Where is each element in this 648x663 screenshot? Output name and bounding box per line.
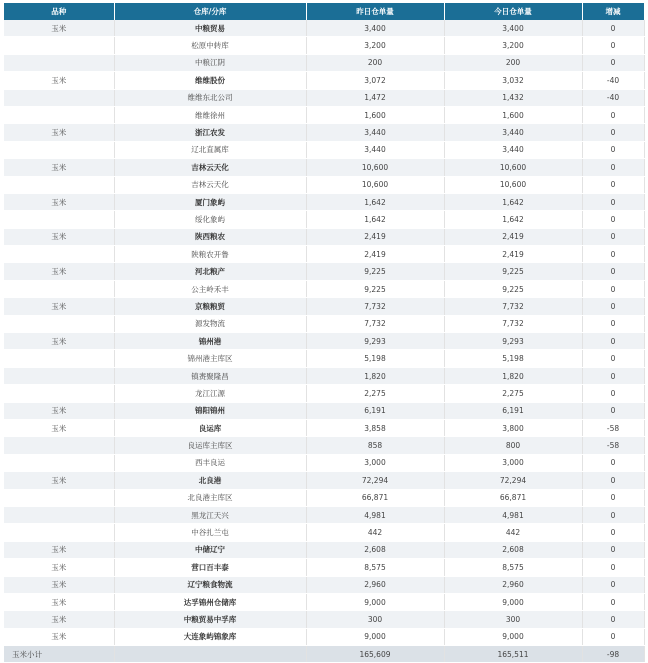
change-cell: 0 (582, 106, 644, 123)
warehouse-cell: 黑龙江天兴 (114, 506, 306, 523)
change-cell: 0 (582, 367, 644, 384)
table-row[interactable] (4, 593, 644, 610)
warehouse-cell: 辽宁粮食物流 (114, 576, 306, 593)
warehouse-cell: 松原中转库 (114, 37, 306, 54)
today-cell: 2,960 (444, 576, 582, 593)
change-cell: 0 (582, 246, 644, 263)
yesterday-cell: 4,981 (306, 506, 444, 523)
variety-cell (4, 54, 114, 71)
table-header-row (4, 3, 644, 20)
table-row[interactable] (4, 454, 644, 471)
variety-cell (4, 454, 114, 471)
today-cell: 3,200 (444, 37, 582, 54)
header-warehouse[interactable]: 仓库/分库 (114, 3, 306, 20)
subtotal-row (4, 646, 644, 663)
variety-cell: 玉米 (4, 472, 114, 489)
change-cell: 0 (582, 593, 644, 610)
today-cell: 72,294 (444, 472, 582, 489)
today-cell: 300 (444, 611, 582, 628)
table-body (4, 20, 644, 663)
yesterday-cell: 3,440 (306, 124, 444, 141)
warehouse-cell: 西丰良运 (114, 454, 306, 471)
today-cell: 3,000 (444, 454, 582, 471)
variety-cell: 玉米 (4, 402, 114, 419)
subtotal-today-cell: 165,511 (444, 646, 582, 663)
yesterday-cell: 72,294 (306, 472, 444, 489)
table-row[interactable] (4, 489, 644, 506)
warehouse-cell: 绥化象屿 (114, 211, 306, 228)
table-row[interactable] (4, 20, 644, 37)
variety-cell: 玉米 (4, 419, 114, 436)
variety-cell (4, 211, 114, 228)
yesterday-cell: 8,575 (306, 559, 444, 576)
change-cell: 0 (582, 193, 644, 210)
today-cell: 442 (444, 524, 582, 541)
yesterday-cell: 442 (306, 524, 444, 541)
yesterday-cell: 2,960 (306, 576, 444, 593)
subtotal-yesterday-cell: 165,609 (306, 646, 444, 663)
today-cell: 9,000 (444, 593, 582, 610)
today-cell: 8,575 (444, 559, 582, 576)
change-cell: 0 (582, 541, 644, 558)
variety-cell: 玉米 (4, 541, 114, 558)
warehouse-cell: 中谷扎兰屯 (114, 524, 306, 541)
table-row[interactable] (4, 72, 644, 89)
change-cell: -40 (582, 72, 644, 89)
yesterday-cell: 1,642 (306, 211, 444, 228)
variety-cell (4, 176, 114, 193)
today-cell: 1,642 (444, 193, 582, 210)
table-row[interactable] (4, 176, 644, 193)
change-cell: 0 (582, 611, 644, 628)
warehouse-cell: 公主岭禾丰 (114, 280, 306, 297)
table-row[interactable] (4, 333, 644, 350)
change-cell: 0 (582, 472, 644, 489)
table-row[interactable] (4, 228, 644, 245)
today-cell: 6,191 (444, 402, 582, 419)
variety-cell: 玉米 (4, 159, 114, 176)
table-row[interactable] (4, 37, 644, 54)
variety-cell (4, 367, 114, 384)
variety-cell: 玉米 (4, 628, 114, 645)
warehouse-receipt-table (4, 3, 645, 663)
subtotal-variety-cell: 玉米小计 (4, 646, 114, 663)
warehouse-cell: 达孚锦州仓储库 (114, 593, 306, 610)
variety-cell: 玉米 (4, 576, 114, 593)
yesterday-cell: 3,072 (306, 72, 444, 89)
warehouse-cell: 镇赉聚隆昌 (114, 367, 306, 384)
yesterday-cell: 2,419 (306, 228, 444, 245)
yesterday-cell: 2,608 (306, 541, 444, 558)
yesterday-cell: 858 (306, 437, 444, 454)
variety-cell: 玉米 (4, 611, 114, 628)
variety-cell (4, 524, 114, 541)
change-cell: 0 (582, 333, 644, 350)
warehouse-cell: 北良港主库区 (114, 489, 306, 506)
change-cell: 0 (582, 315, 644, 332)
change-cell: 0 (582, 37, 644, 54)
change-cell: 0 (582, 280, 644, 297)
today-cell: 4,981 (444, 506, 582, 523)
table-row[interactable] (4, 385, 644, 402)
today-cell: 9,225 (444, 280, 582, 297)
change-cell: 0 (582, 454, 644, 471)
table-row[interactable] (4, 89, 644, 106)
table-row[interactable] (4, 315, 644, 332)
table-row[interactable] (4, 159, 644, 176)
table-row[interactable] (4, 280, 644, 297)
warehouse-cell: 中粮贸易中孚库 (114, 611, 306, 628)
variety-cell: 玉米 (4, 263, 114, 280)
table-row[interactable] (4, 193, 644, 210)
yesterday-cell: 10,600 (306, 159, 444, 176)
variety-cell (4, 489, 114, 506)
yesterday-cell: 5,198 (306, 350, 444, 367)
warehouse-cell: 维维股份 (114, 72, 306, 89)
warehouse-cell: 营口百丰泰 (114, 559, 306, 576)
change-cell: 0 (582, 506, 644, 523)
table-row[interactable] (4, 576, 644, 593)
change-cell: 0 (582, 176, 644, 193)
yesterday-cell: 3,000 (306, 454, 444, 471)
yesterday-cell: 9,000 (306, 593, 444, 610)
change-cell: 0 (582, 576, 644, 593)
yesterday-cell: 9,225 (306, 263, 444, 280)
warehouse-cell: 良运库主库区 (114, 437, 306, 454)
table-row[interactable] (4, 628, 644, 645)
today-cell: 2,419 (444, 228, 582, 245)
today-cell: 3,440 (444, 141, 582, 158)
change-cell: 0 (582, 298, 644, 315)
variety-cell (4, 385, 114, 402)
change-cell: 0 (582, 402, 644, 419)
warehouse-cell: 中粮江阴 (114, 54, 306, 71)
warehouse-cell: 中储辽宁 (114, 541, 306, 558)
warehouse-cell: 大连象屿锦象库 (114, 628, 306, 645)
change-cell: 0 (582, 263, 644, 280)
variety-cell: 玉米 (4, 333, 114, 350)
table-row[interactable] (4, 437, 644, 454)
change-cell: 0 (582, 54, 644, 71)
change-cell: 0 (582, 350, 644, 367)
yesterday-cell: 2,275 (306, 385, 444, 402)
today-cell: 1,600 (444, 106, 582, 123)
table-row[interactable] (4, 246, 644, 263)
warehouse-cell: 龙江江源 (114, 385, 306, 402)
variety-cell (4, 246, 114, 263)
change-cell: -58 (582, 419, 644, 436)
table-row[interactable] (4, 611, 644, 628)
today-cell: 9,225 (444, 263, 582, 280)
yesterday-cell: 7,732 (306, 315, 444, 332)
yesterday-cell: 3,400 (306, 20, 444, 37)
today-cell: 800 (444, 437, 582, 454)
yesterday-cell: 10,600 (306, 176, 444, 193)
warehouse-cell: 源发物流 (114, 315, 306, 332)
warehouse-receipt-table-container (4, 0, 644, 663)
yesterday-cell: 1,642 (306, 193, 444, 210)
today-cell: 1,642 (444, 211, 582, 228)
warehouse-cell: 京粮粮贸 (114, 298, 306, 315)
header-yesterday-volume[interactable]: 昨日仓单量 (306, 3, 444, 20)
yesterday-cell: 66,871 (306, 489, 444, 506)
change-cell: 0 (582, 489, 644, 506)
table-row[interactable] (4, 472, 644, 489)
table-row[interactable] (4, 402, 644, 419)
warehouse-cell: 锦州港 (114, 333, 306, 350)
today-cell: 2,275 (444, 385, 582, 402)
change-cell: 0 (582, 124, 644, 141)
variety-cell (4, 89, 114, 106)
change-cell: 0 (582, 159, 644, 176)
change-cell: -58 (582, 437, 644, 454)
yesterday-cell: 9,000 (306, 628, 444, 645)
table-row[interactable] (4, 263, 644, 280)
warehouse-cell: 陕西粮农 (114, 228, 306, 245)
yesterday-cell: 300 (306, 611, 444, 628)
warehouse-cell: 维维东北公司 (114, 89, 306, 106)
yesterday-cell: 2,419 (306, 246, 444, 263)
header-change[interactable]: 增减 (582, 3, 644, 20)
change-cell: 0 (582, 20, 644, 37)
yesterday-cell: 9,225 (306, 280, 444, 297)
warehouse-cell: 锦州港主库区 (114, 350, 306, 367)
variety-cell (4, 37, 114, 54)
yesterday-cell: 1,820 (306, 367, 444, 384)
change-cell: 0 (582, 385, 644, 402)
today-cell: 66,871 (444, 489, 582, 506)
today-cell: 3,400 (444, 20, 582, 37)
table-row[interactable] (4, 506, 644, 523)
variety-cell: 玉米 (4, 20, 114, 37)
yesterday-cell: 1,600 (306, 106, 444, 123)
warehouse-cell: 厦门象屿 (114, 193, 306, 210)
variety-cell: 玉米 (4, 193, 114, 210)
header-variety[interactable]: 品种 (4, 3, 114, 20)
change-cell: -40 (582, 89, 644, 106)
today-cell: 7,732 (444, 298, 582, 315)
variety-cell (4, 437, 114, 454)
warehouse-cell: 吉林云天化 (114, 159, 306, 176)
variety-cell (4, 506, 114, 523)
table-row[interactable] (4, 54, 644, 71)
yesterday-cell: 1,472 (306, 89, 444, 106)
yesterday-cell: 7,732 (306, 298, 444, 315)
variety-cell: 玉米 (4, 228, 114, 245)
table-row[interactable] (4, 367, 644, 384)
change-cell: 0 (582, 141, 644, 158)
yesterday-cell: 3,440 (306, 141, 444, 158)
today-cell: 3,032 (444, 72, 582, 89)
yesterday-cell: 200 (306, 54, 444, 71)
table-row[interactable] (4, 541, 644, 558)
today-cell: 3,800 (444, 419, 582, 436)
change-cell: 0 (582, 628, 644, 645)
today-cell: 2,419 (444, 246, 582, 263)
today-cell: 5,198 (444, 350, 582, 367)
today-cell: 1,432 (444, 89, 582, 106)
subtotal-warehouse-cell (114, 646, 306, 663)
subtotal-change-cell: -98 (582, 646, 644, 663)
today-cell: 9,293 (444, 333, 582, 350)
variety-cell: 玉米 (4, 298, 114, 315)
change-cell: 0 (582, 559, 644, 576)
warehouse-cell: 吉林云天化 (114, 176, 306, 193)
yesterday-cell: 9,293 (306, 333, 444, 350)
variety-cell (4, 280, 114, 297)
variety-cell: 玉米 (4, 72, 114, 89)
today-cell: 1,820 (444, 367, 582, 384)
table-row[interactable] (4, 298, 644, 315)
table-row[interactable] (4, 124, 644, 141)
table-row[interactable] (4, 559, 644, 576)
change-cell: 0 (582, 211, 644, 228)
today-cell: 3,440 (444, 124, 582, 141)
warehouse-cell: 辽北直属库 (114, 141, 306, 158)
table-row[interactable] (4, 419, 644, 436)
variety-cell (4, 106, 114, 123)
variety-cell: 玉米 (4, 559, 114, 576)
variety-cell: 玉米 (4, 124, 114, 141)
today-cell: 2,608 (444, 541, 582, 558)
today-cell: 10,600 (444, 159, 582, 176)
table-row[interactable] (4, 106, 644, 123)
yesterday-cell: 3,200 (306, 37, 444, 54)
today-cell: 9,000 (444, 628, 582, 645)
change-cell: 0 (582, 228, 644, 245)
table-row[interactable] (4, 524, 644, 541)
warehouse-cell: 锦阳锦州 (114, 402, 306, 419)
table-row[interactable] (4, 350, 644, 367)
warehouse-cell: 浙江农发 (114, 124, 306, 141)
variety-cell: 玉米 (4, 593, 114, 610)
today-cell: 7,732 (444, 315, 582, 332)
warehouse-cell: 河北粮产 (114, 263, 306, 280)
variety-cell (4, 350, 114, 367)
warehouse-cell: 北良港 (114, 472, 306, 489)
warehouse-cell: 良运库 (114, 419, 306, 436)
warehouse-cell: 陕粮农开鲁 (114, 246, 306, 263)
table-row[interactable] (4, 211, 644, 228)
warehouse-cell: 中粮贸易 (114, 20, 306, 37)
variety-cell (4, 141, 114, 158)
yesterday-cell: 3,858 (306, 419, 444, 436)
table-row[interactable] (4, 141, 644, 158)
change-cell: 0 (582, 524, 644, 541)
warehouse-cell: 维维徐州 (114, 106, 306, 123)
header-today-volume[interactable]: 今日仓单量 (444, 3, 582, 20)
today-cell: 10,600 (444, 176, 582, 193)
variety-cell (4, 315, 114, 332)
yesterday-cell: 6,191 (306, 402, 444, 419)
today-cell: 200 (444, 54, 582, 71)
